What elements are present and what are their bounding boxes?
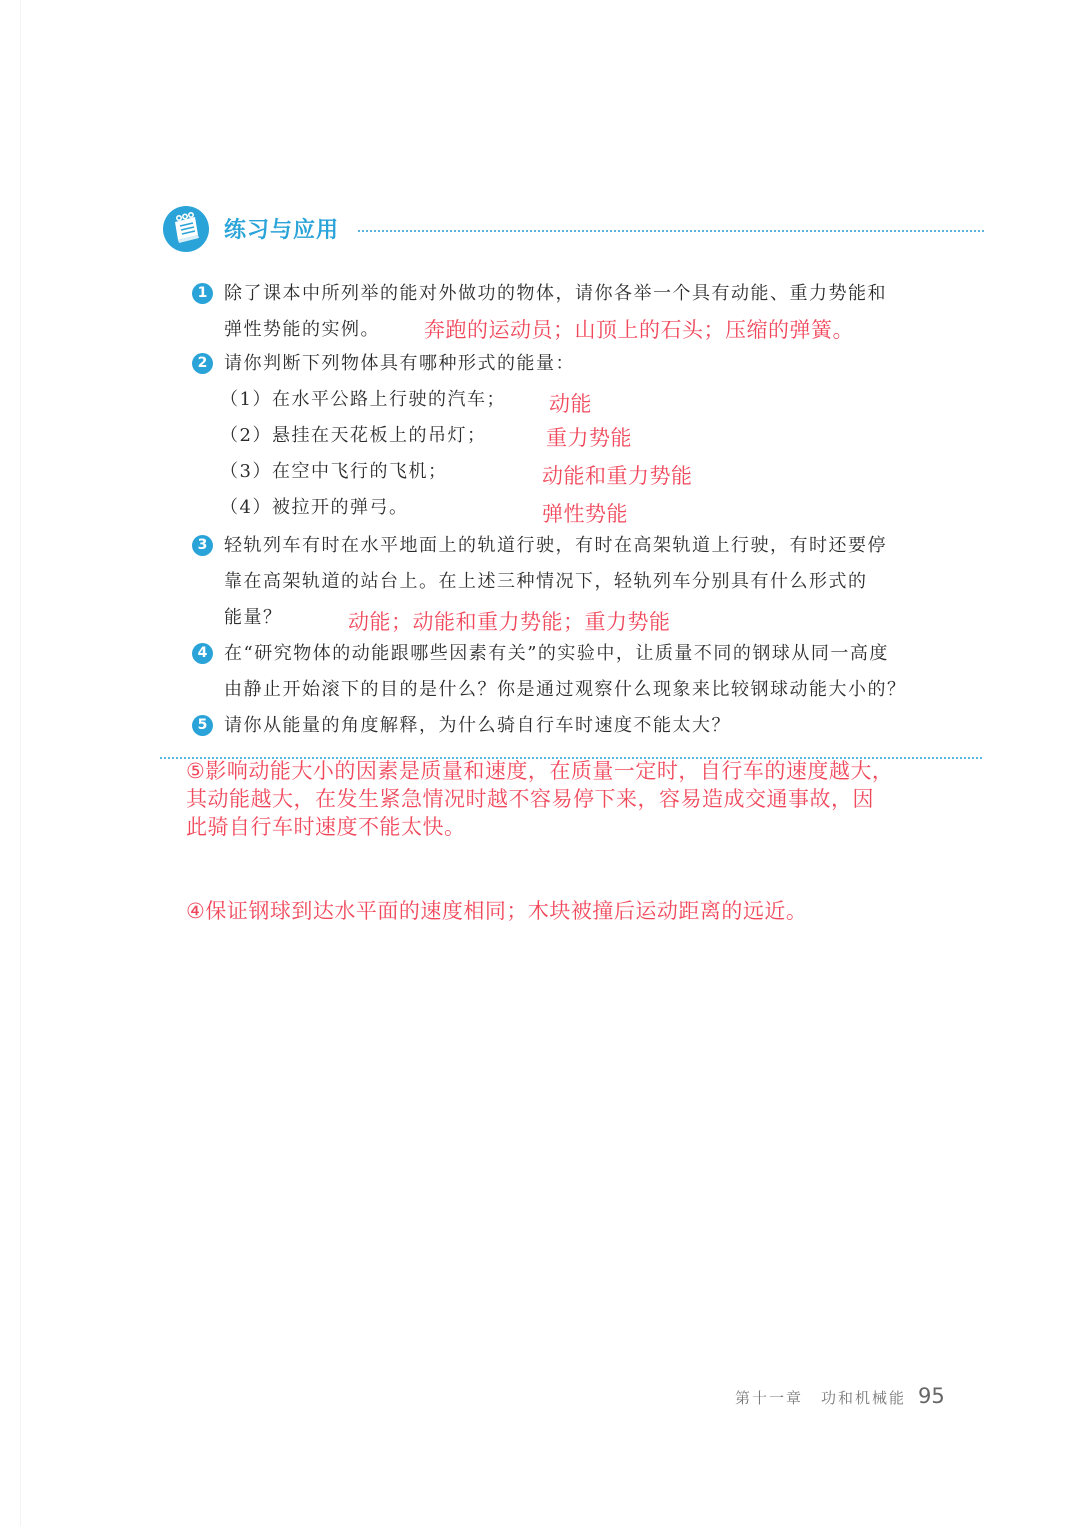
sub-answer-2: 重力势能: [546, 426, 632, 450]
answer-line: 此骑自行车时速度不能太快。: [186, 815, 466, 839]
page-footer: [735, 1384, 945, 1408]
question-number-badge: 4: [192, 643, 213, 664]
section-header: [162, 205, 984, 253]
chapter-title: 功和机械能: [821, 1389, 907, 1407]
question-number-badge: 3: [192, 535, 213, 556]
sub-answer-1: 动能: [549, 392, 592, 416]
page-edge: [20, 0, 21, 1526]
sub-answer-3: 动能和重力势能: [542, 464, 693, 488]
question-4: [192, 636, 972, 708]
section-dotted-rule: [358, 230, 984, 232]
page-number: 95: [918, 1384, 945, 1408]
question-line: 弹性势能的实例。: [224, 319, 380, 340]
sub-question-1: （1）在水平公路上行驶的汽车；: [220, 389, 506, 410]
answer-4: [186, 897, 986, 925]
question-number-badge: 5: [192, 715, 213, 736]
answer-1: 奔跑的运动员；山顶上的石头；压缩的弹簧。: [424, 318, 854, 342]
question-text: [192, 636, 972, 708]
question-line: 请你判断下列物体具有哪种形式的能量：: [224, 353, 575, 374]
sub-answer-4: 弹性势能: [542, 502, 628, 526]
question-text: [192, 346, 972, 382]
question-line: 由静止开始滚下的目的是什么？你是通过观察什么现象来比较钢球动能大小的？: [224, 679, 907, 700]
question-line: 靠在高架轨道的站台上。在上述三种情况下，轻轨列车分别具有什么形式的: [224, 571, 868, 592]
question-number-badge: 2: [192, 353, 213, 374]
question-number-badge: 1: [192, 283, 213, 304]
question-text: [192, 708, 972, 744]
sub-question-3: （3）在空中飞行的飞机；: [220, 461, 448, 482]
answer-line: ⑤影响动能大小的因素是质量和速度，在质量一定时，自行车的速度越大，: [186, 759, 894, 783]
question-line: 在“研究物体的动能跟哪些因素有关”的实验中，让质量不同的钢球从同一高度: [224, 643, 889, 664]
question-line: 除了课本中所列举的能对外做功的物体，请你各举一个具有动能、重力势能和: [224, 283, 887, 304]
section-title: 练习与应用: [224, 218, 340, 243]
question-line: 轻轨列车有时在水平地面上的轨道行驶，有时在高架轨道上行驶，有时还要停: [224, 535, 887, 556]
answer-line: 其动能越大，在发生紧急情况时越不容易停下来，容易造成交通事故，因: [186, 787, 874, 811]
chapter-label: 第十一章: [735, 1389, 804, 1407]
question-5: [192, 708, 972, 744]
question-2: [192, 346, 972, 382]
sub-question-2: （2）悬挂在天花板上的吊灯；: [220, 425, 487, 446]
question-line: 请你从能量的角度解释，为什么骑自行车时速度不能太大？: [224, 715, 731, 736]
answer-line: ④保证钢球到达水平面的速度相同；木块被撞后运动距离的远近。: [186, 899, 808, 923]
sub-question-4: （4）被拉开的弹弓。: [220, 497, 409, 518]
answer-5: [186, 757, 986, 841]
answer-3: 动能；动能和重力势能；重力势能: [348, 610, 671, 634]
exercise-notebook-icon: [162, 205, 210, 253]
question-line: 能量？: [224, 607, 283, 628]
